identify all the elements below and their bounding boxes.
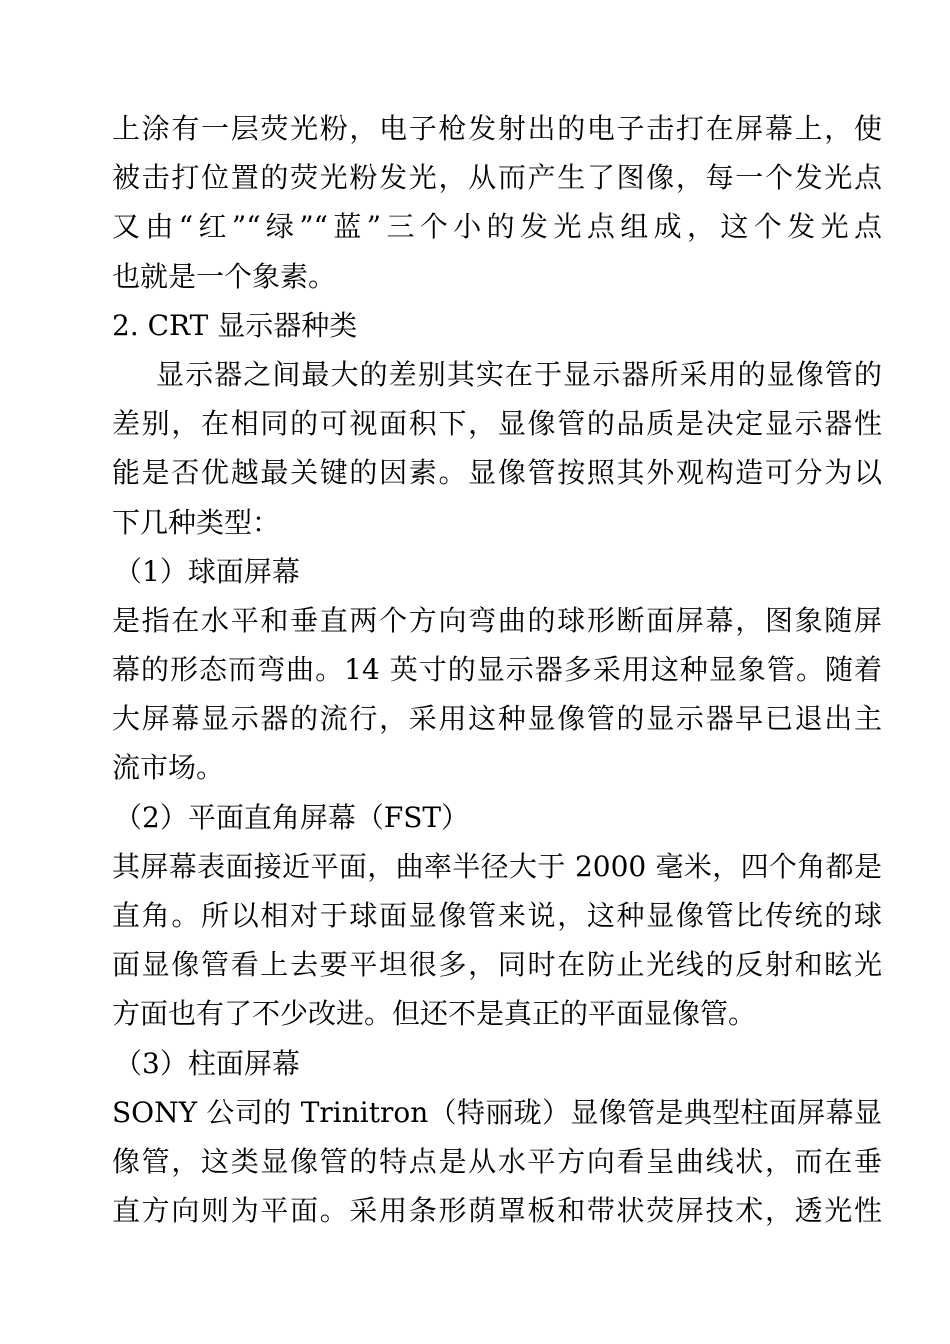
subsection-heading: （2）平面直角屏幕（FST） xyxy=(114,800,470,834)
section-heading: 2. CRT 显示器种类 xyxy=(112,308,358,342)
paragraph-line: 也就是一个象素。 xyxy=(112,259,337,293)
paragraph-line: 又由“红”“绿”“蓝”三个小的发光点组成，这个发光点 xyxy=(112,210,882,244)
paragraph-line: 直方向则为平面。采用条形荫罩板和带状荧屏技术，透光性 xyxy=(112,1194,882,1228)
subsection-heading: （1）球面屏幕 xyxy=(114,554,300,588)
paragraph-line: 直角。所以相对于球面显像管来说，这种显像管比传统的球 xyxy=(112,899,882,932)
document-page xyxy=(112,104,882,1235)
paragraph-line: 上涂有一层荧光粉，电子枪发射出的电子击打在屏幕上，使 xyxy=(112,112,882,145)
paragraph-line: 方面也有了不少改进。但还不是真正的平面显像管。 xyxy=(112,997,757,1031)
paragraph-line: SONY 公司的 Trinitron（特丽珑）显像管是典型柱面屏幕显 xyxy=(112,1095,882,1129)
paragraph-line: 下几种类型： xyxy=(112,505,281,539)
paragraph-line: 其屏幕表面接近平面，曲率半径大于 2000 毫米，四个角都是 xyxy=(112,849,882,883)
paragraph-line: 被击打位置的荧光粉发光，从而产生了图像，每一个发光点 xyxy=(112,161,882,195)
paragraph-line: 流市场。 xyxy=(112,751,225,785)
paragraph-line: 像管，这类显像管的特点是从水平方向看呈曲线状，而在垂 xyxy=(112,1144,882,1178)
paragraph-line: 面显像管看上去要平坦很多，同时在防止光线的反射和眩光 xyxy=(112,948,882,982)
paragraph-line: 是指在水平和垂直两个方向弯曲的球形断面屏幕，图象随屏 xyxy=(112,603,882,637)
paragraph-line: 差别，在相同的可视面积下，显像管的品质是决定显示器性 xyxy=(112,407,882,441)
paragraph-line: 大屏幕显示器的流行，采用这种显像管的显示器早已退出主 xyxy=(112,702,882,736)
subsection-heading: （3）柱面屏幕 xyxy=(114,1046,300,1080)
paragraph-line: 幕的形态而弯曲。14 英寸的显示器多采用这种显象管。随着 xyxy=(112,653,882,687)
paragraph-line: 能是否优越最关键的因素。显像管按照其外观构造可分为以 xyxy=(112,456,882,490)
paragraph-line: 显示器之间最大的差别其实在于显示器所采用的显像管的 xyxy=(156,357,882,391)
